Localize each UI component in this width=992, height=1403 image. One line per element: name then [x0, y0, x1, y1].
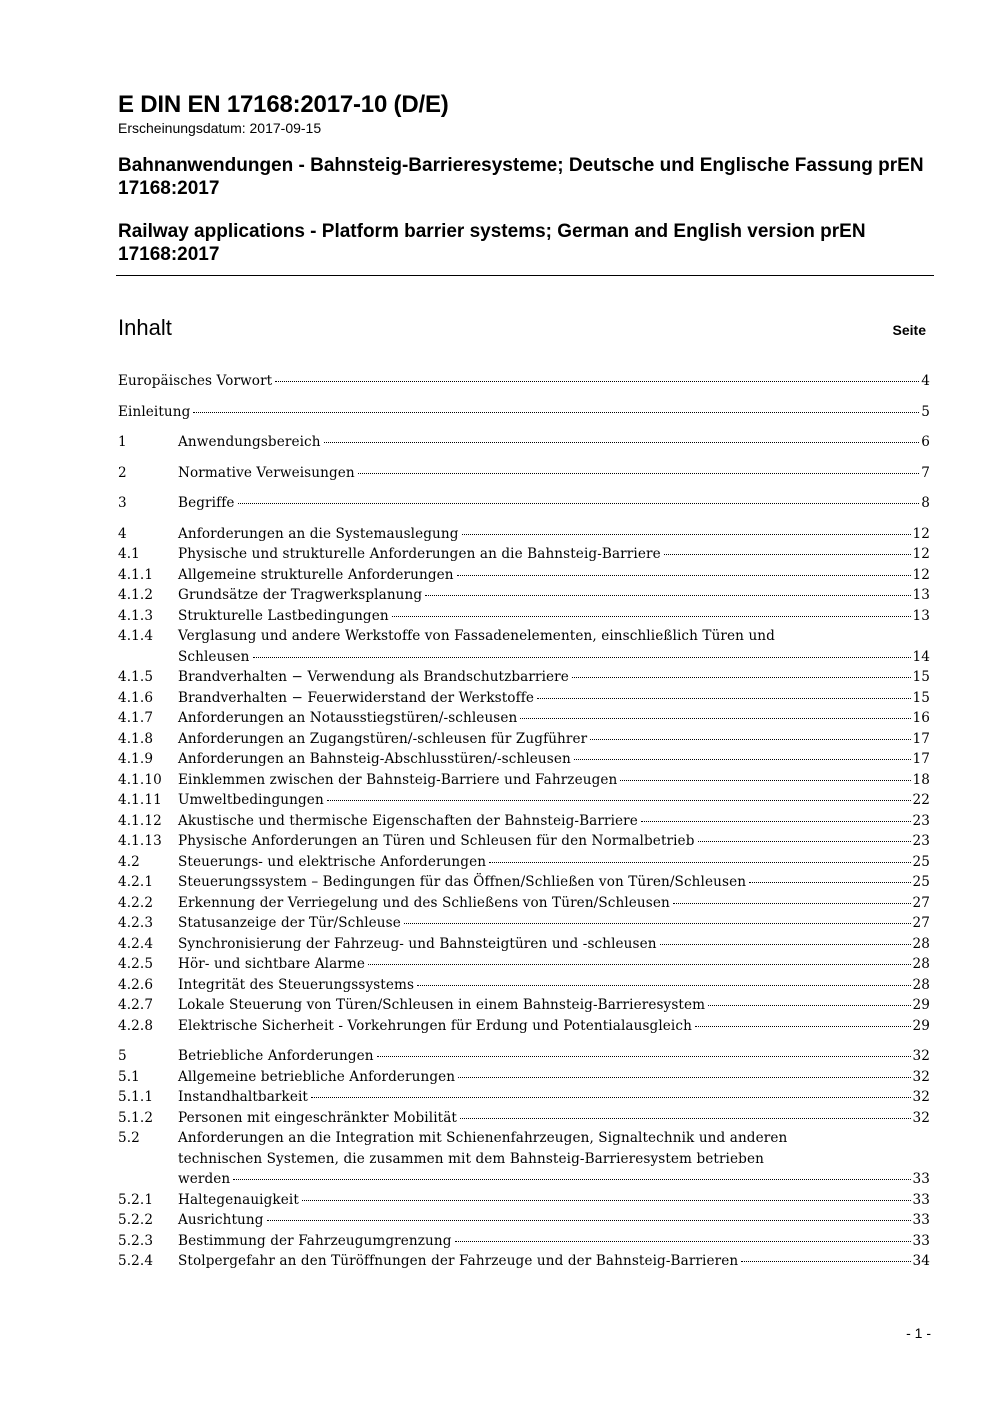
toc-entry[interactable]	[118, 811, 930, 832]
toc-entry-title: Anforderungen an die Systemauslegung	[178, 525, 459, 542]
toc-entry[interactable]	[118, 1046, 930, 1067]
toc-entry[interactable]	[118, 1251, 930, 1272]
toc-entry-page: 27	[912, 894, 930, 911]
toc-entry-number: 4.2.8	[118, 1017, 154, 1034]
toc-entry-page: 32	[912, 1109, 930, 1126]
toc-dot-leader	[425, 595, 910, 596]
toc-entry-title: Ausrichtung	[178, 1212, 264, 1228]
toc-entry[interactable]	[118, 626, 930, 667]
toc-dot-leader	[238, 503, 920, 504]
toc-entry-page: 32	[912, 1048, 930, 1064]
toc-dot-leader	[698, 841, 911, 842]
toc-page-column-label: Seite	[892, 322, 926, 338]
toc-entry-page: 8	[921, 495, 930, 511]
toc-entry-page: 4	[921, 373, 930, 389]
toc-entry-number: 5.2.4	[118, 1253, 154, 1269]
toc-entry-page: 13	[912, 587, 930, 603]
toc-entry-title: Anforderungen an Bahnsteig-Abschlusstüren/-schleusen	[178, 751, 571, 767]
toc-entry-title: Europäisches Vorwort	[118, 373, 273, 389]
toc-entry[interactable]	[118, 770, 930, 791]
toc-entry[interactable]	[118, 1128, 930, 1190]
title-german: Bahnanwendungen - Bahnsteig-Barrieresysteme; Deutsche und Englische Fassung prEN 17168:2017	[118, 155, 924, 199]
toc-entry-title: Synchronisierung der Fahrzeug- und Bahnsteigtüren und -schleusen	[178, 935, 657, 952]
toc-dot-leader	[741, 1261, 910, 1262]
toc-entry-number: 4.1.3	[118, 607, 154, 624]
toc-entry-title: Anforderungen an Notausstiegstüren/-schleusen	[178, 710, 518, 726]
toc-dot-leader	[537, 698, 911, 699]
publication-date: Erscheinungsdatum: 2017-09-15	[118, 120, 322, 136]
toc-entry-title: Steuerungs- und elektrische Anforderungen	[178, 853, 487, 870]
toc-entry-title: Strukturelle Lastbedingungen	[178, 607, 389, 624]
toc-entry-page: 5	[921, 403, 930, 420]
toc-entry-page: 12	[912, 525, 930, 542]
toc-entry[interactable]	[118, 729, 930, 750]
toc-entry[interactable]	[118, 432, 930, 453]
toc-dot-leader	[302, 1200, 911, 1201]
toc-entry-title: Stolpergefahr an den Türöffnungen der Fahrzeuge und der Bahnsteig-Barrieren	[178, 1253, 739, 1269]
toc-entry-page: 13	[912, 607, 930, 624]
toc-dot-leader	[749, 882, 910, 883]
toc-entry-number: 5	[118, 1048, 127, 1064]
toc-entry-page: 15	[912, 669, 930, 685]
toc-entry-title: Anforderungen an Zugangstüren/-schleusen für Zugführer	[178, 730, 588, 747]
toc-entry-title: werden	[178, 1171, 231, 1187]
toc-dot-leader	[620, 780, 910, 781]
toc-entry-page: 27	[912, 915, 930, 931]
toc-dot-leader	[572, 677, 911, 678]
toc-dot-leader	[455, 1241, 911, 1242]
toc-dot-leader	[460, 1118, 911, 1119]
toc-dot-leader	[574, 759, 911, 760]
toc-entry-number: 4	[118, 525, 127, 542]
toc-entry-page: 16	[912, 710, 930, 726]
toc-entry-title: Umweltbedingungen	[178, 792, 324, 808]
toc-dot-leader	[660, 944, 911, 945]
toc-entry-page: 33	[912, 1212, 930, 1228]
toc-entry-title: Haltegenauigkeit	[178, 1191, 299, 1208]
toc-entry-page: 29	[912, 1017, 930, 1034]
toc-entry[interactable]	[118, 893, 930, 914]
toc-entry-title: Betriebliche Anforderungen	[178, 1048, 374, 1064]
toc-entry[interactable]	[118, 606, 930, 627]
toc-entry-number: 4.1.12	[118, 812, 162, 829]
toc-entry-page: 33	[912, 1232, 930, 1249]
toc-entry-page: 29	[912, 997, 930, 1013]
toc-entry[interactable]	[118, 790, 930, 811]
header-divider	[116, 275, 934, 276]
toc-dot-leader	[253, 657, 911, 658]
toc-entry[interactable]	[118, 585, 930, 606]
toc-entry-title: Anforderungen an die Integration mit Schienenfahrzeugen, Signaltechnik und anderen	[178, 1130, 788, 1146]
page-number: - 1 -	[906, 1325, 931, 1341]
toc-entry-number: 4.1.9	[118, 751, 154, 767]
toc-dot-leader	[462, 534, 911, 535]
toc-entry-number: 1	[118, 434, 127, 450]
toc-entry-number: 4.1.13	[118, 833, 162, 849]
toc-entry-number: 4.1.11	[118, 792, 162, 808]
toc-entry-title: Begriffe	[178, 495, 235, 511]
toc-entry-number: 4.2	[118, 853, 140, 870]
toc-entry[interactable]	[118, 371, 930, 392]
toc-entry-title: Instandhaltbarkeit	[178, 1089, 308, 1105]
toc-entry-title-continued: technischen Systemen, die zusammen mit dem Bahnsteig-Barrieresystem betrieben	[178, 1150, 764, 1167]
toc-dot-leader	[368, 964, 910, 965]
toc-entry-title: Personen mit eingeschränkter Mobilität	[178, 1109, 457, 1126]
toc-entry-title: Einleitung	[118, 403, 191, 420]
toc-entry[interactable]	[118, 934, 930, 955]
toc-entry-number: 4.2.1	[118, 874, 154, 890]
toc-entry-title: Physische und strukturelle Anforderungen an die Bahnsteig-Barriere	[178, 546, 661, 562]
toc-entry-number: 4.1.10	[118, 771, 162, 788]
document-title: E DIN EN 17168:2017-10 (D/E)	[118, 91, 449, 118]
toc-entry-title: Bestimmung der Fahrzeugumgrenzung	[178, 1232, 452, 1249]
toc-entry-page: 22	[912, 792, 930, 808]
toc-dot-leader	[267, 1220, 911, 1221]
toc-entry[interactable]	[118, 1210, 930, 1231]
toc-dot-leader	[458, 1077, 910, 1078]
toc-entry-number: 4.1.5	[118, 669, 154, 685]
toc-entry[interactable]	[118, 975, 930, 996]
toc-entry[interactable]	[118, 688, 930, 709]
toc-dot-leader	[392, 616, 911, 617]
toc-entry-number: 5.1.1	[118, 1089, 154, 1105]
toc-dot-leader	[377, 1056, 911, 1057]
toc-entry-page: 34	[912, 1253, 930, 1269]
toc-entry-number: 3	[118, 495, 127, 511]
toc-entry[interactable]	[118, 1087, 930, 1108]
toc-entry[interactable]	[118, 524, 930, 545]
toc-entry[interactable]	[118, 463, 930, 484]
toc-dot-leader	[457, 575, 911, 576]
toc-entry-title: Hör- und sichtbare Alarme	[178, 956, 366, 972]
toc-entry-page: 17	[912, 751, 930, 767]
toc-entry-title: Elektrische Sicherheit - Vorkehrungen für Erdung und Potentialausgleich	[178, 1017, 692, 1034]
toc-entry-title: Grundsätze der Tragwerksplanung	[178, 587, 423, 603]
toc-dot-leader	[708, 1005, 910, 1006]
toc-entry-page: 14	[912, 648, 930, 665]
toc-entry-page: 12	[912, 566, 930, 583]
toc-dot-leader	[193, 412, 919, 413]
toc-entry-title: Statusanzeige der Tür/Schleuse	[178, 915, 401, 931]
toc-dot-leader	[489, 862, 910, 863]
toc-entry-number: 4.2.5	[118, 956, 154, 972]
toc-entry[interactable]	[118, 872, 930, 893]
toc-entry-number: 4.1.4	[118, 628, 154, 644]
toc-dot-leader	[327, 800, 911, 801]
toc-entry-title: Steuerungssystem – Bedingungen für das Öffnen/Schließen von Türen/Schleusen	[178, 874, 747, 890]
toc-entry-title: Allgemeine betriebliche Anforderungen	[178, 1068, 456, 1085]
toc-entry-number: 4.1.8	[118, 730, 154, 747]
toc-entry-number: 4.1.1	[118, 566, 154, 583]
toc-entry-number: 4.2.7	[118, 997, 154, 1013]
toc-entry-title: Normative Verweisungen	[178, 464, 355, 481]
toc-dot-leader	[520, 718, 910, 719]
toc-entry-title: Einklemmen zwischen der Bahnsteig-Barriere und Fahrzeugen	[178, 771, 618, 788]
toc-entry[interactable]	[118, 1108, 930, 1129]
title-english: Railway applications - Platform barrier systems; German and English version prEN 17168:2017	[118, 221, 866, 265]
toc-entry-number: 4.2.4	[118, 935, 154, 952]
toc-dot-leader	[641, 821, 911, 822]
toc-entry-page: 12	[912, 546, 930, 562]
toc-entry[interactable]	[118, 402, 930, 423]
toc-entry[interactable]	[118, 493, 930, 514]
toc-dot-leader	[324, 442, 920, 443]
toc-dot-leader	[358, 473, 919, 474]
toc-entry-page: 23	[912, 833, 930, 849]
toc-entry-page: 33	[912, 1191, 930, 1208]
toc-entry[interactable]	[118, 1231, 930, 1252]
toc-entry-number: 4.1.7	[118, 710, 154, 726]
toc-entry-title: Lokale Steuerung von Türen/Schleusen in einem Bahnsteig-Barrieresystem	[178, 997, 706, 1013]
toc-entry[interactable]	[118, 831, 930, 852]
toc-entry-number: 4.2.6	[118, 976, 154, 993]
toc-entry[interactable]	[118, 667, 930, 688]
toc-entry-page: 28	[912, 956, 930, 972]
toc-dot-leader	[664, 554, 911, 555]
toc-dot-leader	[417, 985, 910, 986]
toc-entry[interactable]	[118, 1190, 930, 1211]
toc-entry-number: 5.2.1	[118, 1191, 154, 1208]
toc-title: Inhalt	[118, 315, 172, 340]
toc-entry-page: 18	[912, 771, 930, 788]
toc-entry-title: Brandverhalten − Feuerwiderstand der Werkstoffe	[178, 689, 534, 706]
toc-entry-number: 4.1	[118, 546, 140, 562]
toc-entry[interactable]	[118, 708, 930, 729]
toc-entry[interactable]	[118, 852, 930, 873]
toc-entry-page: 7	[921, 464, 930, 481]
toc-entry-page: 32	[912, 1068, 930, 1085]
toc-dot-leader	[673, 903, 911, 904]
toc-dot-leader	[275, 381, 919, 382]
toc-entry[interactable]	[118, 954, 930, 975]
toc-entry[interactable]	[118, 995, 930, 1016]
toc-entry-title: Schleusen	[178, 648, 250, 665]
toc-entry-title: Anwendungsbereich	[178, 434, 321, 450]
document-header	[118, 90, 934, 266]
toc-entry-page: 32	[912, 1089, 930, 1105]
toc-entry-title: Integrität des Steuerungssystems	[178, 976, 415, 993]
toc-entry-page: 33	[912, 1171, 930, 1187]
toc-entry-number: 5.2	[118, 1130, 140, 1146]
toc-dot-leader	[233, 1179, 910, 1180]
toc-entry[interactable]	[118, 544, 930, 565]
toc-dot-leader	[311, 1097, 911, 1098]
toc-entry-title: Verglasung und andere Werkstoffe von Fassadenelementen, einschließlich Türen und	[178, 628, 775, 644]
toc-entry[interactable]	[118, 1016, 930, 1037]
toc-entry-title: Physische Anforderungen an Türen und Schleusen für den Normalbetrieb	[178, 833, 695, 849]
toc-entry-title: Allgemeine strukturelle Anforderungen	[178, 566, 454, 583]
toc-entry-number: 4.2.2	[118, 894, 154, 911]
toc-entry-number: 5.2.2	[118, 1212, 154, 1228]
toc-entry-number: 5.1	[118, 1068, 140, 1085]
toc-dot-leader	[590, 739, 910, 740]
toc-entry[interactable]	[118, 749, 930, 770]
toc-entry-page: 6	[921, 434, 930, 450]
toc-entry-number: 4.1.6	[118, 689, 154, 706]
toc-entry[interactable]	[118, 1067, 930, 1088]
toc-entry-page: 28	[912, 935, 930, 952]
toc-entry-number: 5.1.2	[118, 1109, 154, 1126]
toc-entry-page: 25	[912, 853, 930, 870]
toc-entry-page: 23	[912, 812, 930, 829]
toc-entry-page: 25	[912, 874, 930, 890]
toc-dot-leader	[404, 923, 911, 924]
toc-heading	[118, 314, 926, 344]
toc-entry[interactable]	[118, 913, 930, 934]
toc-dot-leader	[695, 1026, 911, 1027]
toc-entry-number: 2	[118, 464, 127, 481]
table-of-contents	[118, 371, 930, 1272]
toc-entry-number: 4.2.3	[118, 915, 154, 931]
toc-entry-title: Akustische und thermische Eigenschaften der Bahnsteig-Barriere	[178, 812, 638, 829]
toc-entry-title: Brandverhalten − Verwendung als Brandschutzbarriere	[178, 669, 569, 685]
toc-entry[interactable]	[118, 565, 930, 586]
toc-entry-number: 4.1.2	[118, 587, 154, 603]
toc-entry-page: 17	[912, 730, 930, 747]
toc-entry-number: 5.2.3	[118, 1232, 154, 1249]
toc-entry-title: Erkennung der Verriegelung und des Schließens von Türen/Schleusen	[178, 894, 670, 911]
toc-entry-page: 15	[912, 689, 930, 706]
toc-entry-page: 28	[912, 976, 930, 993]
